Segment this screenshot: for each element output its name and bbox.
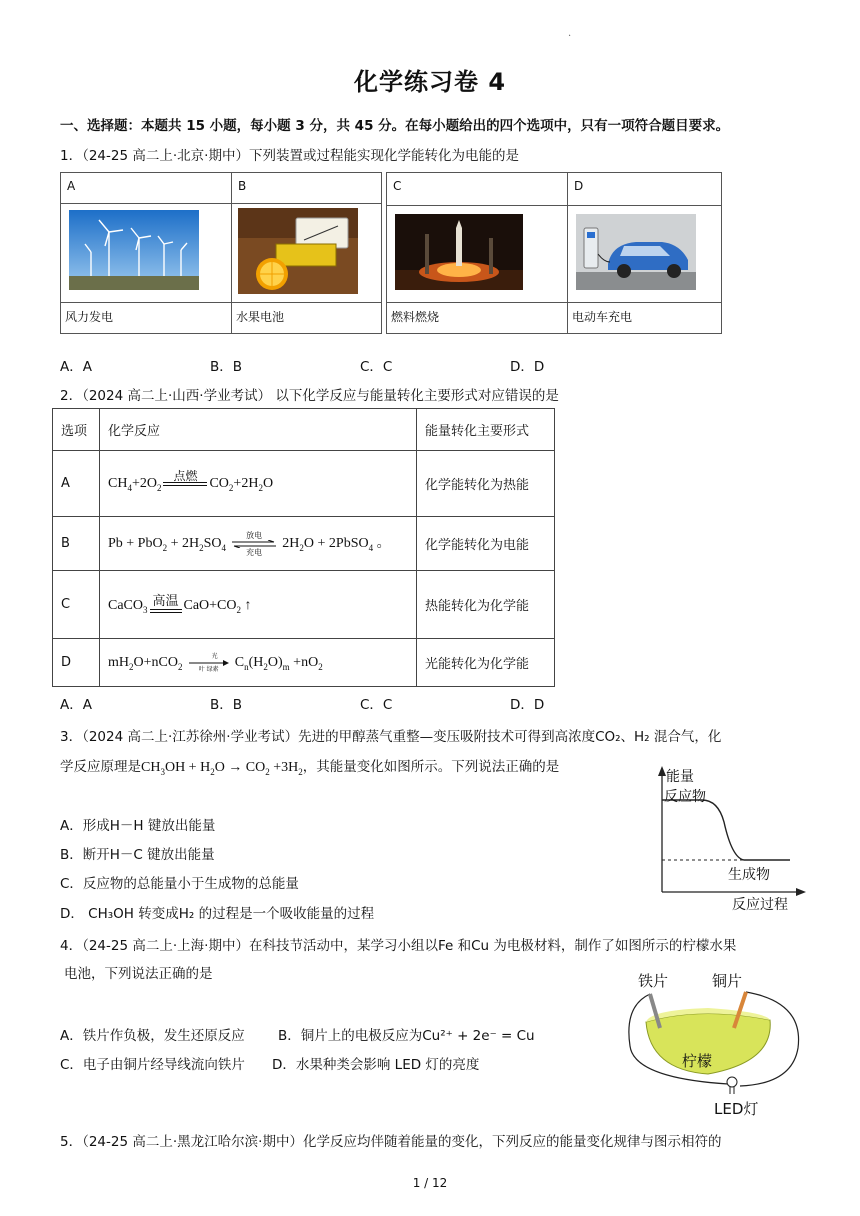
electric-car-photo [576,214,696,290]
q2-row-b-energy: 化学能转化为电能 [417,517,555,571]
q2-row-d-reaction: $mH_2O+nCO_2$ 光 叶 绿素 $C_n(H_2O)_m +nO_2$ [100,639,417,687]
page-number: 1 / 12 [412,1176,448,1190]
q2-row-a-condition: 点燃 [173,468,198,483]
q3-option-a[interactable]: A．形成H－H 键放出能量 [60,818,216,834]
q4-led-label: LED灯 [714,1100,759,1118]
q3-product-label: 生成物 [728,867,770,883]
q2-row-b-condition-bottom: 充电 [246,547,263,557]
reversible-arrow-icon [232,540,276,548]
q2-row-d-option: D [53,639,100,687]
q4-option-b[interactable]: B．铜片上的电极反应为Cu²⁺ + 2e⁻ = Cu [278,1028,535,1044]
q2-row-c-option: C [53,571,100,639]
q2-header-reaction: 化学反应 [100,409,417,451]
q2-row-a-energy: 化学能转化为热能 [417,451,555,517]
q2-option-b[interactable]: B．B [210,697,243,713]
q1-option-d[interactable]: D．D [510,359,545,375]
q1-cell-d-caption: 电动车充电 [568,303,722,334]
q1-table-left [60,172,382,334]
q3-x-label: 反应过程 [732,897,788,913]
q2-row-b-reaction: $Pb + PbO_2 + 2H_2SO_4$ 放电 充电 $2H_2O$ + 2PbSO$_4$ 。 [100,517,417,571]
q4-iron-label: 铁片 [638,972,669,990]
q2-header-option: 选项 [53,409,100,451]
q3-energy-diagram [640,762,810,912]
q3-y-label: 能量 [666,769,694,785]
q4-lemon-battery-diagram [620,966,810,1122]
q3-stem-line1: 3．（2024 高二上·江苏徐州·学业考试）先进的甲醇蒸气重整—变压吸附技术可得到高浓度CO₂、H₂ 混合气，化 [60,729,722,745]
rocket-launch-photo [395,214,523,290]
q1-table-right [386,172,722,334]
q2-row-b-option: B [53,517,100,571]
q4-copper-label: 铜片 [712,972,743,990]
q3-option-d[interactable]: D． CH₃OH 转变成H₂ 的过程是一个吸收能量的过程 [60,906,375,922]
q4-option-c[interactable]: C．电子由铜片经导线流向铁片 [60,1057,245,1073]
q2-row-d-condition-bottom: 绿素 [206,665,219,673]
section-heading: 一、选择题：本题共 15 小题，每小题 3 分，共 45 分。在每小题给出的四个选项中，只有一项符合题目要求。 [60,118,730,134]
q4-stem-line2: 电池，下列说法正确的是 [64,966,213,982]
q2-row-b-condition-top: 放电 [246,530,263,540]
q2-row-d-condition-top: 光 [211,652,218,660]
q1-cell-c-label: C [387,173,568,206]
q1-cell-b-caption: 水果电池 [232,303,382,334]
q1-stem: 1．（24-25 高二上·北京·期中）下列装置或过程能实现化学能转化为电能的是 [60,148,519,164]
q2-row-d-condition-left: 叶 [198,665,205,673]
q4-lemon-label: 柠檬 [682,1052,713,1070]
page-title: 化学练习卷 4 [353,68,507,96]
q3-stem-line2: 学反应原理是$CH_3OH + H_2O \to CO_2 +3H_2$，其能量变化如图所示。下列说法正确的是 [60,759,560,777]
fruit-battery-photo [238,208,358,294]
q1-option-a[interactable]: A．A [60,359,92,375]
q3-option-c[interactable]: C．反应物的总能量小于生成物的总能量 [60,876,299,892]
q2-row-c-condition: 高温 [152,593,179,609]
wind-turbines-photo [69,210,199,290]
q2-row-a-option: A [53,451,100,517]
q1-cell-a-caption: 风力发电 [61,303,232,334]
q2-table [52,408,555,687]
q2-row-c-reaction: CaCO$_3$ 高温 $CaO+CO_2$ ↑ [100,571,417,639]
q4-option-a[interactable]: A．铁片作负极，发生还原反应 [60,1028,245,1044]
q2-row-d-energy: 光能转化为化学能 [417,639,555,687]
q2-option-d[interactable]: D．D [510,697,545,713]
q4-stem-line1: 4．（24-25 高二上·上海·期中）在科技节活动中，某学习小组以Fe 和Cu 为电极材料，制作了如图所示的柠檬水果 [60,938,737,954]
q2-row-a-reaction: $CH_4+2O_2$ 点燃 $CO_2+2H_2O$ [100,451,417,517]
q3-equation: $CH_3OH + H_2O \to CO_2 +3H_2$ [141,760,303,777]
q1-cell-d-label: D [568,173,722,206]
q1-cell-b-label: B [232,173,382,204]
q4-option-d[interactable]: D．水果种类会影响 LED 灯的亮度 [272,1057,480,1073]
q3-reactant-label: 反应物 [664,789,706,805]
q2-option-a[interactable]: A．A [60,697,92,713]
q1-option-b[interactable]: B．B [210,359,243,375]
q1-cell-c-caption: 燃料燃烧 [387,303,568,334]
q2-header-energy: 能量转化主要形式 [417,409,555,451]
q2-row-c-energy: 热能转化为化学能 [417,571,555,639]
header-mark: . [568,28,572,39]
q2-stem: 2．（2024 高二上·山西·学业考试） 以下化学反应与能量转化主要形式对应错误的是 [60,388,559,404]
q1-option-c[interactable]: C．C [360,359,393,375]
q1-cell-a-label: A [61,173,232,204]
q2-option-c[interactable]: C．C [360,697,393,713]
q3-option-b[interactable]: B．断开H－C 键放出能量 [60,847,215,863]
q5-stem: 5．（24-25 高二上·黑龙江哈尔滨·期中）化学反应均伴随着能量的变化，下列反应的能量变化规律与图示相符的 [60,1134,722,1150]
